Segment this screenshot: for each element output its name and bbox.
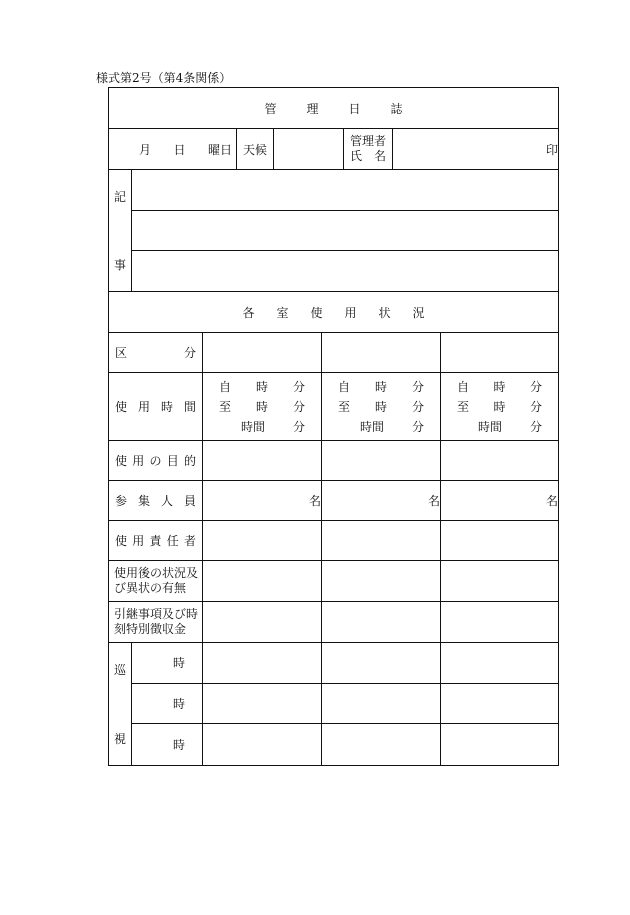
notes-label-bottom: 事: [113, 258, 126, 272]
patrol-time-2[interactable]: [132, 683, 203, 724]
month-label: 月: [139, 142, 152, 157]
minute-label: 分: [411, 399, 424, 414]
room-usage-title: 各室使用状況: [109, 292, 559, 333]
seal-mark: 印: [546, 142, 559, 157]
label-char: 責: [149, 534, 162, 548]
minute-label: 分: [530, 379, 543, 394]
room-2-attendees[interactable]: [322, 481, 441, 521]
room-1-purpose[interactable]: [203, 441, 322, 481]
room-2-responsible[interactable]: [322, 521, 441, 561]
persons-unit: 名: [546, 494, 559, 508]
to-label: 至: [338, 399, 351, 414]
minute-label: 分: [292, 419, 305, 434]
hour-label: 時: [172, 656, 185, 671]
label-char: 員: [183, 494, 196, 508]
label-char: 用: [132, 454, 145, 468]
room-2-handover[interactable]: [322, 602, 441, 643]
patrol-time-3[interactable]: [132, 724, 203, 766]
label-char: 分: [183, 346, 196, 360]
room-2-category[interactable]: [322, 333, 441, 373]
minute-label: 分: [411, 379, 424, 394]
room-1-category[interactable]: [203, 333, 322, 373]
day-label: 日: [173, 142, 186, 157]
label-char: 時: [160, 400, 173, 414]
room-1-handover[interactable]: [203, 602, 322, 643]
persons-unit: 名: [427, 494, 440, 508]
hour-label: 時: [374, 399, 387, 414]
label-char: 的: [183, 454, 196, 468]
room-2-patrol-3[interactable]: [322, 724, 441, 766]
room-2-usage-time[interactable]: [322, 373, 441, 441]
responsible-label: [109, 521, 203, 561]
handover-label: [109, 602, 203, 643]
label-char: の: [149, 454, 162, 468]
patrol-label-bottom: 視: [113, 732, 126, 746]
label-char: 用: [137, 400, 150, 414]
notes-line[interactable]: [132, 170, 559, 211]
room-2-patrol-2[interactable]: [322, 683, 441, 724]
room-1-after-use[interactable]: [203, 561, 322, 602]
room-2-patrol-1[interactable]: [322, 643, 441, 684]
room-3-patrol-2[interactable]: [441, 683, 559, 724]
room-1-usage-time[interactable]: [203, 373, 322, 441]
minute-label: 分: [292, 379, 305, 394]
from-label: 自: [457, 379, 470, 394]
room-1-patrol-1[interactable]: [203, 643, 322, 684]
label-char: 任: [166, 534, 179, 548]
room-3-category[interactable]: [441, 333, 559, 373]
manager-label-line1: 管理者: [349, 134, 386, 148]
hour-label: 時: [493, 379, 506, 394]
after-use-text: 使用後の状況及び異状の有無: [114, 566, 199, 595]
room-3-attendees[interactable]: [441, 481, 559, 521]
after-use-label: [109, 561, 203, 602]
duration-label: 時間: [240, 419, 265, 434]
to-label: 至: [219, 399, 232, 414]
manager-label: [344, 129, 393, 170]
room-1-attendees[interactable]: [203, 481, 322, 521]
label-char: 間: [183, 400, 196, 414]
label-char: 集: [137, 494, 150, 508]
patrol-label-top: 巡: [113, 663, 126, 677]
label-char: 区: [115, 346, 128, 360]
date-cell[interactable]: [109, 129, 237, 170]
to-label: 至: [457, 399, 470, 414]
log-title: 管理日誌: [109, 88, 559, 129]
weather-value-cell[interactable]: [274, 129, 344, 170]
usage-time-label: [109, 373, 203, 441]
room-1-responsible[interactable]: [203, 521, 322, 561]
from-label: 自: [219, 379, 232, 394]
hour-label: 時: [172, 696, 185, 711]
room-3-after-use[interactable]: [441, 561, 559, 602]
form-number: 様式第2号（第4条関係）: [96, 71, 232, 85]
label-char: 使: [115, 454, 128, 468]
category-label: [109, 333, 203, 373]
label-char: 使: [115, 534, 128, 548]
patrol-label: [109, 643, 132, 766]
hour-label: 時: [172, 738, 185, 753]
room-1-patrol-3[interactable]: [203, 724, 322, 766]
from-label: 自: [338, 379, 351, 394]
patrol-time-1[interactable]: [132, 643, 203, 684]
duration-label: 時間: [478, 419, 503, 434]
hour-label: 時: [255, 379, 268, 394]
minute-label: 分: [530, 399, 543, 414]
weather-label: 天候: [237, 129, 274, 170]
attendees-label: [109, 481, 203, 521]
minute-label: 分: [411, 419, 424, 434]
hour-label: 時: [374, 379, 387, 394]
management-log-table: [108, 87, 559, 766]
label-char: 参: [115, 494, 128, 508]
notes-label-top: 記: [113, 190, 126, 204]
label-char: 用: [132, 534, 145, 548]
room-2-purpose[interactable]: [322, 441, 441, 481]
room-3-purpose[interactable]: [441, 441, 559, 481]
room-3-patrol-3[interactable]: [441, 724, 559, 766]
room-1-patrol-2[interactable]: [203, 683, 322, 724]
minute-label: 分: [530, 419, 543, 434]
weekday-label: 曜日: [207, 142, 232, 157]
hour-label: 時: [493, 399, 506, 414]
manager-label-line2: 氏 名: [349, 149, 386, 163]
label-char: 目: [166, 454, 179, 468]
room-3-handover[interactable]: [441, 602, 559, 643]
room-3-responsible[interactable]: [441, 521, 559, 561]
duration-label: 時間: [359, 419, 384, 434]
room-3-usage-time[interactable]: [441, 373, 559, 441]
purpose-label: [109, 441, 203, 481]
label-char: 者: [183, 534, 196, 548]
hour-label: 時: [255, 399, 268, 414]
handover-text: 引継事項及び時刻特別徴収金: [114, 607, 199, 636]
label-char: 使: [115, 400, 128, 414]
label-char: 人: [160, 494, 173, 508]
room-3-patrol-1[interactable]: [441, 643, 559, 684]
notes-line[interactable]: [132, 251, 559, 292]
notes-line[interactable]: [132, 210, 559, 251]
room-2-after-use[interactable]: [322, 561, 441, 602]
persons-unit: 名: [308, 494, 321, 508]
manager-name-cell[interactable]: [393, 129, 559, 170]
notes-label: [109, 170, 132, 292]
minute-label: 分: [292, 399, 305, 414]
